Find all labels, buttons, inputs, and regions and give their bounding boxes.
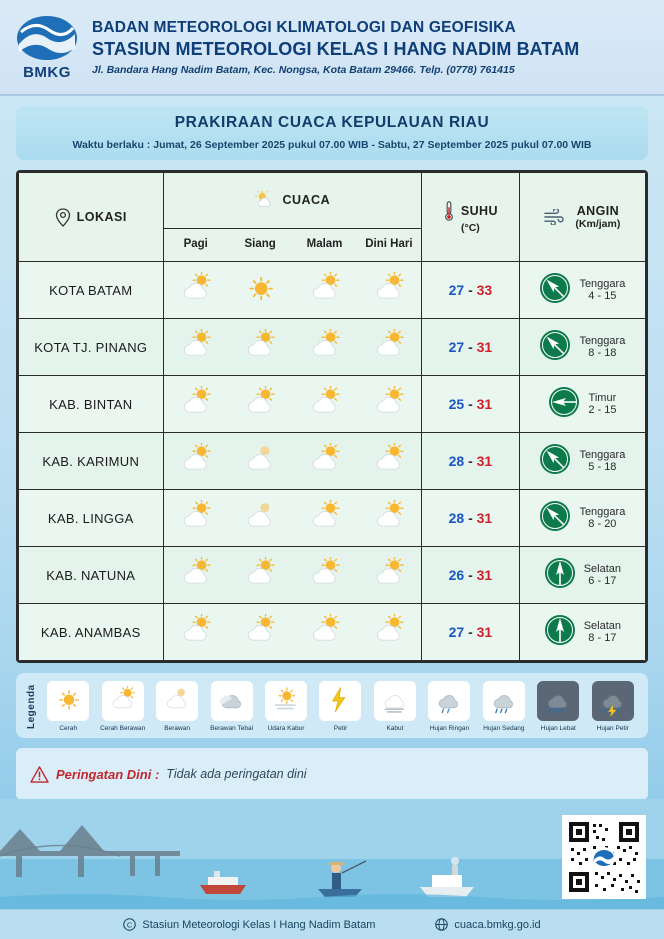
header-angin-unit: (Km/jam) [575,218,621,230]
header-suhu-label: SUHU [460,204,498,218]
legend-item [150,681,204,732]
weather-icon-siang [228,557,292,593]
temp-min: 27 [448,282,465,298]
bmkg-logo-text: BMKG [23,63,71,81]
temp-max: 31 [476,624,493,640]
cell-cuaca [163,547,422,604]
table-body [19,262,646,661]
wind-compass-icon [539,500,571,537]
legend-item [368,681,422,732]
weather-icon-pagi [164,329,228,365]
weather-icon-dinihari [357,329,421,365]
weather-icon-malam [292,500,356,536]
cell-lokasi [19,262,164,319]
header-angin [519,173,645,262]
warning-triangle-icon [30,766,49,783]
forecast-table-wrapper [16,170,648,663]
legend-item [95,681,149,732]
cell-lokasi [19,490,164,547]
weather-icon-dinihari [357,386,421,422]
legend-item-label: Cerah [59,725,78,732]
bmkg-logo [8,14,86,81]
petir-icon [319,681,361,721]
table-row [19,490,646,547]
weather-icon-siang [228,329,292,365]
cell-cuaca [163,490,422,547]
svg-text:C: C [127,920,133,930]
wind-compass-icon [539,329,571,366]
wind-compass-icon [548,386,580,423]
station-name: STASIUN METEOROLOGI KELAS I HANG NADIM BATAM [92,38,580,59]
location-name: KOTA BATAM [49,282,133,298]
cell-angin [519,262,645,319]
cell-angin [519,490,645,547]
header-period-siang: Siang [244,237,276,250]
legend-item-label: Hujan Lebat [540,725,576,732]
wind-speed: 5 - 18 [588,461,617,473]
temp-max: 31 [476,510,493,526]
wind-compass-icon [539,443,571,480]
wind-compass-icon [544,614,576,651]
hujan-sedang-icon [483,681,525,721]
cell-cuaca [163,433,422,490]
wind-direction: Tenggara [579,278,626,290]
wind-speed: 6 - 17 [588,575,617,587]
weather-icon-malam [292,443,356,479]
footer-website[interactable] [435,918,540,931]
wind-speed: 8 - 17 [588,632,617,644]
table-row [19,547,646,604]
cell-lokasi [19,604,164,661]
header-lokasi [19,173,164,262]
temp-max: 33 [476,282,493,298]
page-header [0,0,664,96]
wind-compass-icon [539,272,571,309]
forecast-title: PRAKIRAAN CUACA KEPULAUAN RIAU [174,114,490,131]
weather-icon-malam [292,557,356,593]
weather-icon-pagi [164,443,228,479]
header-lokasi-label: LOKASI [76,210,127,224]
footer-website-text: cuaca.bmkg.go.id [454,918,541,931]
qr-code[interactable] [562,815,646,899]
cell-lokasi [19,319,164,376]
station-address: Jl. Bandara Hang Nadim Batam, Kec. Nongsa, Kota Batam 29466. Telp. (0778) 761415 [92,63,515,76]
early-warning-box [16,748,648,800]
kabut-icon [374,681,416,721]
wind-icon [544,209,568,225]
temp-min: 27 [448,339,465,355]
hujan-ringan-icon [428,681,470,721]
header-period-pagi: Pagi [183,237,208,250]
weather-icon-pagi [164,500,228,536]
forecast-title-bar [16,106,648,160]
temp-min: 26 [448,567,465,583]
legend-item [586,681,640,732]
temp-min: 25 [448,396,465,412]
berawan-icon [156,681,198,721]
legend-item-label: Cerah Berawan [100,725,146,732]
wind-direction: Tenggara [579,506,626,518]
table-row [19,319,646,376]
table-header-row [19,173,646,229]
cell-suhu: 26 - 31 [422,547,520,604]
legend-item [477,681,531,732]
wind-speed: 2 - 15 [588,404,617,416]
weather-icon-malam [292,614,356,650]
legend-item-label: Hujan Petir [596,725,629,732]
cell-suhu: 25 - 31 [422,376,520,433]
weather-icon-siang [228,614,292,650]
legend-item-label: Kabut [386,725,404,732]
location-name: KAB. BINTAN [49,396,133,412]
cell-lokasi [19,433,164,490]
cerah-berawan-icon [102,681,144,721]
table-head [19,173,646,262]
cell-cuaca [163,604,422,661]
cell-suhu: 27 - 31 [422,604,520,661]
weather-icon-dinihari [357,500,421,536]
header-periods [163,228,422,261]
temp-min: 28 [448,453,465,469]
table-row [19,262,646,319]
weather-icon-dinihari [357,272,421,308]
bmkg-logo-icon [15,14,79,64]
qr-code-icon [565,818,643,896]
hujan-petir-icon [592,681,634,721]
berawan-tebal-icon [211,681,253,721]
weather-icon-siang [228,443,292,479]
weather-icon-pagi [164,557,228,593]
legend-item-label: Berawan [164,725,190,732]
cell-lokasi [19,376,164,433]
warning-text: Tidak ada peringatan dini [166,767,307,781]
weather-icon-siang [228,386,292,422]
location-name: KAB. KARIMUN [42,453,140,469]
forecast-validity: Waktu berlaku : Jumat, 26 September 2025 pukul 07.00 WIB - Sabtu, 27 September 2025 pukul 07.00 WIB [72,139,592,151]
legend-items [41,681,640,732]
temp-max: 31 [476,396,493,412]
header-cuaca [163,173,422,229]
legend-item [41,681,95,732]
cell-lokasi [19,547,164,604]
cell-suhu: 27 - 33 [422,262,520,319]
cell-suhu: 28 - 31 [422,490,520,547]
weather-icon-malam [292,272,356,308]
weather-icon-pagi [164,386,228,422]
legend-item [531,681,585,732]
wind-direction: Selatan [583,563,622,575]
wind-speed: 8 - 20 [588,518,617,530]
wind-compass-icon [544,557,576,594]
cell-cuaca [163,319,422,376]
footer-bar [0,909,664,939]
sun-cloud-icon [254,191,276,209]
warning-label: Peringatan Dini : [56,766,160,782]
wind-direction: Timur [588,392,617,404]
weather-icon-malam [292,386,356,422]
location-name: KAB. ANAMBAS [40,624,141,640]
header-period-malam: Malam [306,237,343,250]
footer-copyright-text: Stasiun Meteorologi Kelas I Hang Nadim Batam [142,918,376,931]
weather-icon-dinihari [357,557,421,593]
temp-min: 28 [448,510,465,526]
table-row [19,433,646,490]
legend [16,673,648,738]
legend-title: Legenda [26,684,37,729]
forecast-table [18,172,646,661]
header-cuaca-label: CUACA [282,193,331,208]
cell-angin [519,319,645,376]
weather-icon-malam [292,329,356,365]
table-row [19,604,646,661]
weather-icon-siang [228,500,292,536]
wind-direction: Tenggara [579,335,626,347]
legend-item-label: Hujan Sedang [483,725,525,732]
location-name: KOTA TJ. PINANG [34,339,148,355]
cell-angin [519,433,645,490]
wind-speed: 8 - 18 [588,347,617,359]
legend-item [313,681,367,732]
header-text-block [86,19,579,76]
weather-icon-pagi [164,614,228,650]
udara-kabur-icon [265,681,307,721]
thermometer-icon [443,200,455,222]
temp-max: 31 [476,453,493,469]
footer-copyright [123,918,375,931]
copyright-icon [123,918,136,931]
cell-suhu: 28 - 31 [422,433,520,490]
agency-name: BADAN METEOROLOGI KLIMATOLOGI DAN GEOFISIKA [92,18,516,36]
wind-direction: Selatan [583,620,622,632]
legend-item-label: Hujan Ringan [429,725,470,732]
header-suhu-unit: (°C) [461,222,480,234]
temp-min: 27 [448,624,465,640]
cerah-icon [47,681,89,721]
wind-direction: Tenggara [579,449,626,461]
table-row [19,376,646,433]
legend-item-label: Udara Kabur [267,725,305,732]
weather-icon-siang [228,272,292,308]
cell-angin [519,547,645,604]
temp-max: 31 [476,567,493,583]
temp-max: 31 [476,339,493,355]
cell-angin [519,604,645,661]
location-name: KAB. LINGGA [47,510,134,526]
cell-suhu: 27 - 31 [422,319,520,376]
globe-icon [435,918,448,931]
hujan-lebat-icon [537,681,579,721]
legend-item-label: Berawan Tebal [210,725,254,732]
cell-angin [519,376,645,433]
wind-speed: 4 - 15 [588,290,617,302]
legend-item [422,681,476,732]
header-suhu [422,173,520,262]
legend-item [259,681,313,732]
cell-cuaca [163,376,422,433]
legend-item-label: Petir [333,725,348,732]
weather-icon-dinihari [357,614,421,650]
cell-cuaca [163,262,422,319]
weather-icon-dinihari [357,443,421,479]
header-period-dinihari: Dini Hari [365,237,413,250]
legend-item [204,681,258,732]
location-pin-icon [55,208,71,227]
weather-icon-pagi [164,272,228,308]
header-angin-label: ANGIN [576,204,620,218]
location-name: KAB. NATUNA [46,567,136,583]
